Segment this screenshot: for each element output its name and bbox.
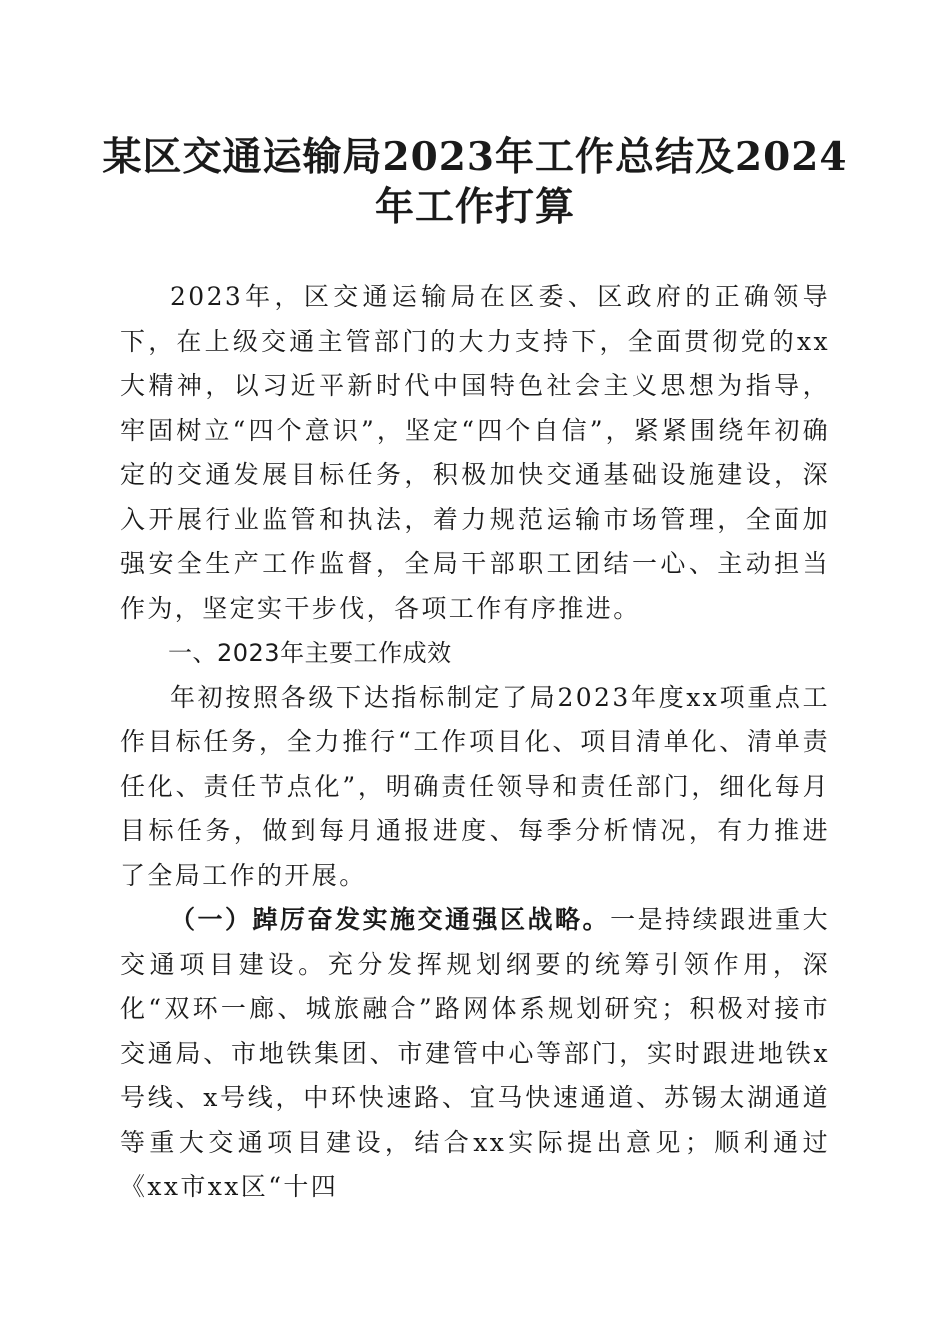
subsection-paragraph <box>120 898 830 1210</box>
document-title: 某区交通运输局2023年工作总结及2024年工作打算 <box>102 134 848 230</box>
section-paragraph: 年初按照各级下达指标制定了局2023年度xx项重点工作目标任务，全力推行“工作项目化、项目清单化、清单责任化、责任节点化”，明确责任领导和责任部门，细化每月目标任务，做到每月通报进度、每季分析情况，有力推进了全局工作的开展。 <box>120 682 830 890</box>
document-body <box>120 275 830 1210</box>
subsection-heading: （一）踔厉奋发实施交通强区战略。 <box>170 905 611 934</box>
intro-paragraph: 2023年，区交通运输局在区委、区政府的正确领导下，在上级交通主管部门的大力支持下，全面贯彻党的xx大精神，以习近平新时代中国特色社会主义思想为指导，牢固树立“四个意识”，坚定“四个自信”，紧紧围绕年初确定的交通发展目标任务，积极加快交通基础设施建设，深入开展行业监管和执法，着力规范运输市场管理，全面加强安全生产工作监督，全局干部职工团结一心、主动担当作为，坚定实干步伐，各项工作有序推进。 <box>120 282 830 623</box>
section-heading: 一、2023年主要工作成效 <box>168 639 452 667</box>
subsection-text: 一是持续跟进重大交通项目建设。充分发挥规划纲要的统筹引领作用，深化“双环一廊、城旅融合”路网体系规划研究；积极对接市交通局、市地铁集团、市建管中心等部门，实时跟进地铁x号线、x号线，中环快速路、宜马快速通道、苏锡太湖通道等重大交通项目建设，结合xx实际提出意见；顺利通过《xx市xx区“十四 <box>120 905 831 1201</box>
